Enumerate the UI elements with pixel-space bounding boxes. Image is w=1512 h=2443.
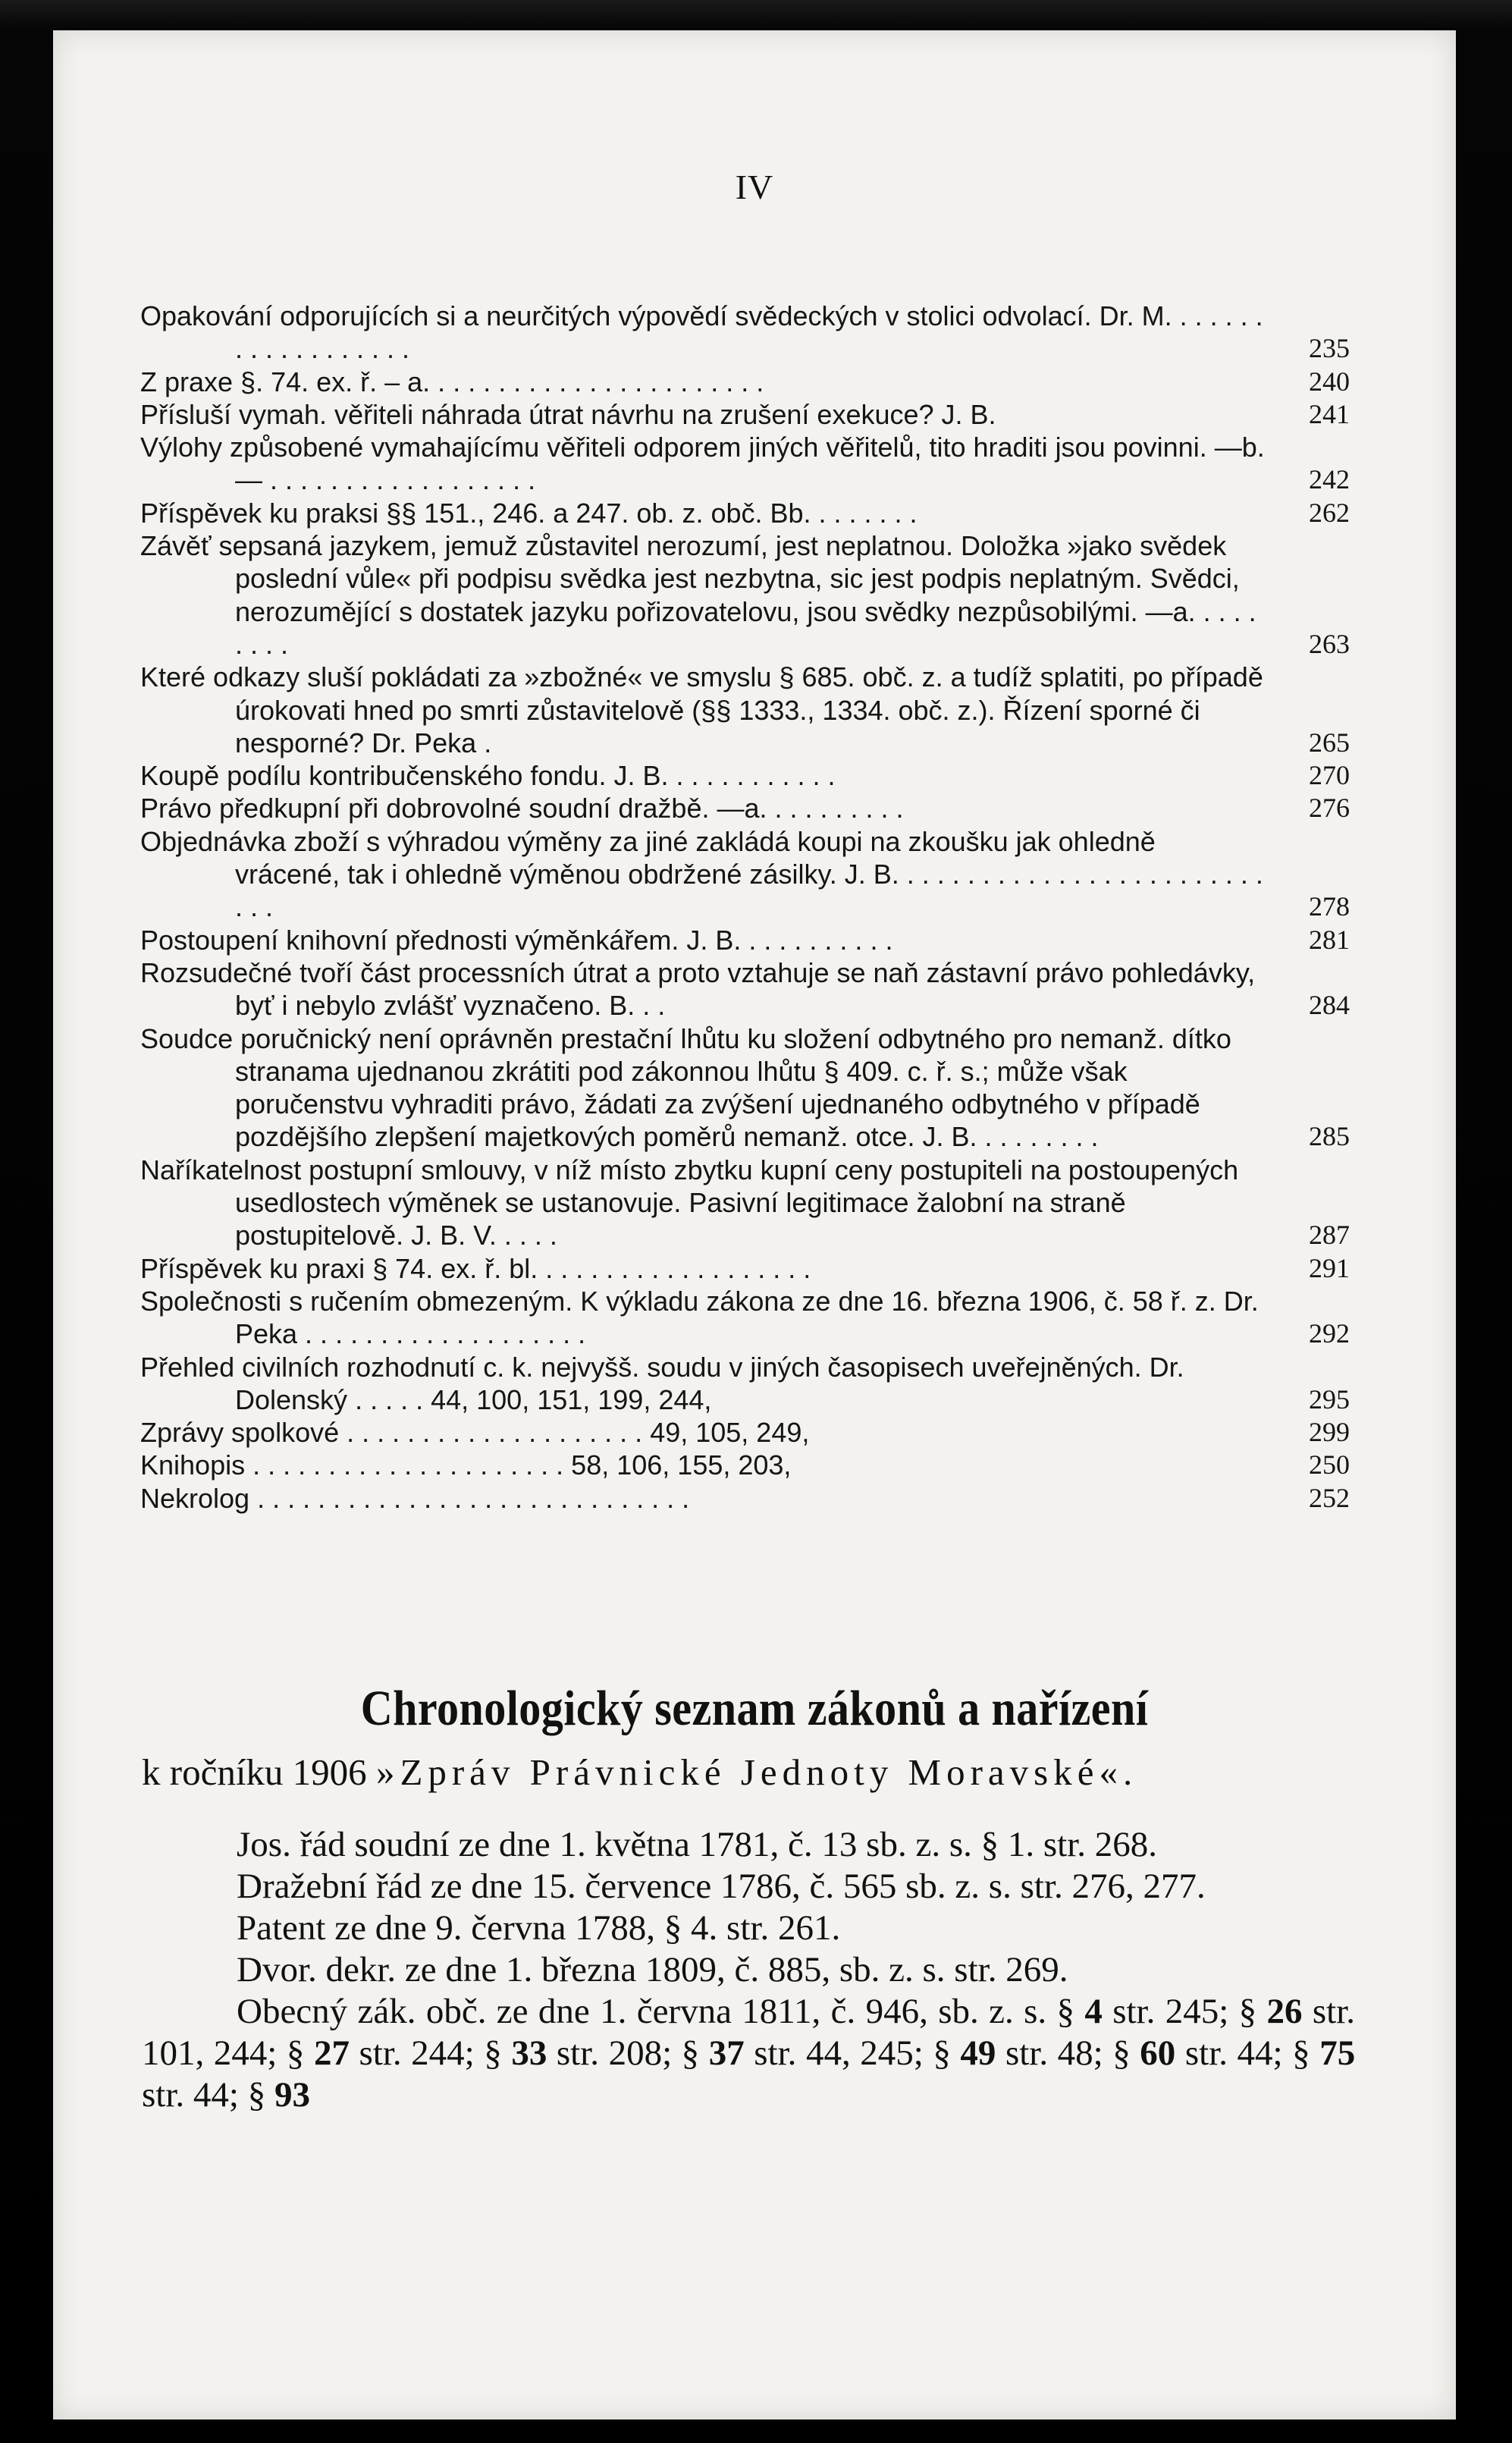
toc-entry-text: Přísluší vymah. věřiteli náhrada útrat návrhu na zrušení exekuce? J. B. [140,398,996,430]
toc-entry-page: 250 [1309,1449,1350,1481]
chronology-paragraph [142,1991,1355,2116]
chronological-list [142,1824,1355,2116]
toc-entry [140,956,1350,1022]
toc-entry-page: 285 [1309,1121,1350,1152]
section-number: 33 [511,2033,547,2073]
toc-entry-text: Zprávy spolkové . . . . . . . . . . . . . . . . . . . . 49, 105, 249, [140,1417,810,1449]
toc-entry-page: 299 [1309,1417,1350,1448]
toc-entry [140,825,1350,924]
toc-entry-page: 292 [1309,1318,1350,1349]
toc-entry-text: Z praxe §. 74. ex. ř. – a. . . . . . . . . . . . . . . . . . . . . . . [140,366,764,397]
section-pages: str. 48; [1005,2033,1103,2073]
section-ref: § 4 str. 245; [1056,1992,1229,2031]
toc-entry-text: Knihopis . . . . . . . . . . . . . . . . . . . . . 58, 106, 155, 203, [140,1449,792,1481]
page-number: IV [735,168,774,206]
toc-entry [140,1449,1350,1481]
toc-entry [140,661,1350,759]
section-subheading [142,1751,1385,1794]
toc-entry-text: Objednávka zboží s výhradou výměny za jiné zakládá koupi na zkoušku jak ohledně vrácené, tak i ohledně výměnou obdržené zásilky. J. B. . . . . . . . . . . . . . . . . . . . . . . . . . . . [140,825,1263,923]
toc-entry-text: Rozsudečné tvoří část processních útrat a proto vztahuje se naň zástavní právo pohledávky, byť i nebylo zvlášť vyznačeno. B. . . [140,956,1256,1022]
toc-entry [140,497,1350,529]
section-number: 4 [1084,1992,1103,2031]
section-number: 60 [1140,2033,1176,2073]
section-pages: str. 44, 245; [754,2033,924,2073]
toc-entry-text: Společnosti s ručením obmezeným. K výkladu zákona ze dne 16. března 1906, č. 58 ř. z. Dr. Peka . . . . . . . . . . . . . . . . . . . [140,1285,1259,1350]
chronology-paragraph: Patent ze dne 9. června 1788, § 4. str. 261. [237,1908,841,1948]
toc-entry-page: 287 [1309,1220,1350,1251]
section-pages: str. 44; [142,2075,239,2115]
toc-entry [140,1022,1350,1154]
section-number: 93 [274,2075,310,2115]
toc-entry [140,792,1350,824]
toc-entry [140,1351,1350,1417]
section-heading: Chronologický seznam zákonů a nařízení [360,1681,1149,1736]
chronology-paragraph: Dvor. dekr. ze dne 1. března 1809, č. 885, sb. z. s. str. 269. [237,1950,1068,1989]
toc-entry-page: 278 [1309,891,1350,922]
toc-entry [140,1154,1350,1252]
document-page [53,30,1456,2419]
toc-entry [140,924,1350,956]
toc-entry-text: Soudce poručnický není oprávněn prestační lhůtu ku složení odbytného pro nemanž. dítko stranama ujednanou zkrátiti pod zákonnou lhůtu § 409. c. ř. s.; může však poručenstvu vyhraditi právo, žádati za zvýšení ujednaného odbytného v případě pozdějšího zlepšení majetkových poměrů nemanž. otce. J. B. . . . . . . . . [140,1022,1231,1153]
toc-entry-page: 284 [1309,990,1350,1021]
toc-entry-page: 262 [1309,497,1350,528]
toc-entry [140,1252,1350,1285]
toc-entry-page: 276 [1309,793,1350,824]
section-ref: § 33 str. 208; [484,2033,673,2073]
toc-entry-text: Postoupení knihovní přednosti výměnkářem. J. B. . . . . . . . . . . [140,924,893,956]
toc-entry-text: Výlohy způsobené vymahajícímu věřiteli odporem jiných věřitelů, tito hraditi jsou povinni. —b.— . . . . . . . . . . . . . . . . . . [140,432,1265,496]
toc-entry-page: 291 [1309,1252,1350,1283]
toc-entry [140,1416,1350,1449]
toc-entry-page: 270 [1309,760,1350,791]
subheading-title: »Zpráv Právnické Jednoty Moravské«. [375,1751,1138,1793]
toc-entry [140,529,1350,661]
toc-entry-page: 235 [1309,333,1350,364]
toc-entry-page: 295 [1309,1383,1350,1415]
section-pages: str. 101, 244; [142,1992,1356,2073]
toc-entry [140,431,1350,497]
toc-entry-page: 240 [1309,366,1350,397]
toc-entry-text: Opakování odporujících si a neurčitých výpovědí svědeckých v stolici odvolací. Dr. M. . . . . . . . . . . . . . . . . . . [140,300,1263,365]
toc-entry-text: Příspěvek ku praxi § 74. ex. ř. bl. . . . . . . . . . . . . . . . . . . [140,1252,811,1284]
section-pages: str. 244; [359,2033,475,2073]
section-number: 49 [960,2033,996,2073]
toc-entry [140,759,1350,792]
toc-entry-page: 241 [1309,398,1350,429]
toc-entry-page: 281 [1309,924,1350,955]
toc-entry-text: Právo předkupní při dobrovolné soudní dražbě. —a. . . . . . . . . . [140,793,904,824]
table-of-contents [140,300,1350,1515]
section-ref: § 27 str. 244; [286,2033,475,2073]
toc-entry [140,398,1350,431]
toc-entry-page: 263 [1309,628,1350,659]
section-ref: § 60 str. 44; [1112,2033,1283,2073]
chronology-intro: Obecný zák. obč. ze dne 1. června 1811, č. 946, sb. z. s. [237,1992,1047,2031]
section-ref: § 37 str. 44, 245; [681,2033,924,2073]
section-ref: § 26 str. 101, 244; [142,1992,1356,2073]
section-pages: str. 44; [1184,2033,1283,2073]
section-number: 37 [708,2033,745,2073]
toc-entry-page: 242 [1309,464,1350,495]
section-number: 27 [313,2033,350,2073]
section-ref: § 75 str. 44; [142,2033,1356,2115]
section-number: 26 [1266,1992,1303,2031]
toc-entry-text: Přehled civilních rozhodnutí c. k. nejvyšš. soudu v jiných časopisech uveřejněných. Dr. Dolenský . . . . . 44, 100, 151, 199, 244, [140,1351,1184,1415]
toc-entry [140,1285,1350,1351]
toc-entry-text: Závěť sepsaná jazykem, jemuž zůstavitel nerozumí, jest neplatnou. Doložka »jako svědek poslední vůle« při podpisu svědka jest nezbytna, sic jest podpis neplatným. Svědci, nerozumějící s dostatek jazyku pořizovatelovu, jsou svědky nezpůsobilými. —a. . . . . . . . . [140,530,1256,660]
section-ref: § 49 str. 48; [933,2033,1103,2073]
subheading-prefix: k ročníku 1906 [142,1751,367,1793]
toc-entry-text: Naříkatelnost postupní smlouvy, v níž místo zbytku kupní ceny postupiteli na postoupených usedlostech výměnek se ustanovuje. Pasivní legitimace žalobní na straně postupitelově. J. B. V. . . . . [140,1154,1239,1251]
chronology-paragraph: Jos. řád soudní ze dne 1. května 1781, č. 13 sb. z. s. § 1. str. 268. [237,1825,1158,1864]
section-ref: § 93 [247,2075,310,2115]
toc-entry-page: 252 [1309,1482,1350,1513]
toc-entry [140,366,1350,398]
section-pages: str. 245; [1112,1992,1229,2031]
section-pages: str. 208; [556,2033,673,2073]
section-number: 75 [1319,2033,1356,2073]
toc-entry-page: 265 [1309,727,1350,758]
toc-entry [140,300,1350,366]
toc-entry-text: Koupě podílu kontribučenského fondu. J. B. . . . . . . . . . . . [140,760,836,792]
toc-entry-text: Příspěvek ku praksi §§ 151., 246. a 247. ob. z. obč. Bb. . . . . . . . [140,497,918,529]
toc-entry-text: Které odkazy sluší pokládati za »zbožné« ve smyslu § 685. obč. z. a tudíž splatiti, po případě úrokovati hned po smrti zůstavitelově (§§ 1333., 1334. obč. z.). Řízení sporné či nesporné? Dr. Peka . [140,661,1263,758]
toc-entry-text: Nekrolog . . . . . . . . . . . . . . . . . . . . . . . . . . . . . [140,1482,690,1514]
toc-entry [140,1482,1350,1515]
chronology-paragraph: Dražební řád ze dne 15. července 1786, č. 565 sb. z. s. str. 276, 277. [237,1867,1206,1906]
